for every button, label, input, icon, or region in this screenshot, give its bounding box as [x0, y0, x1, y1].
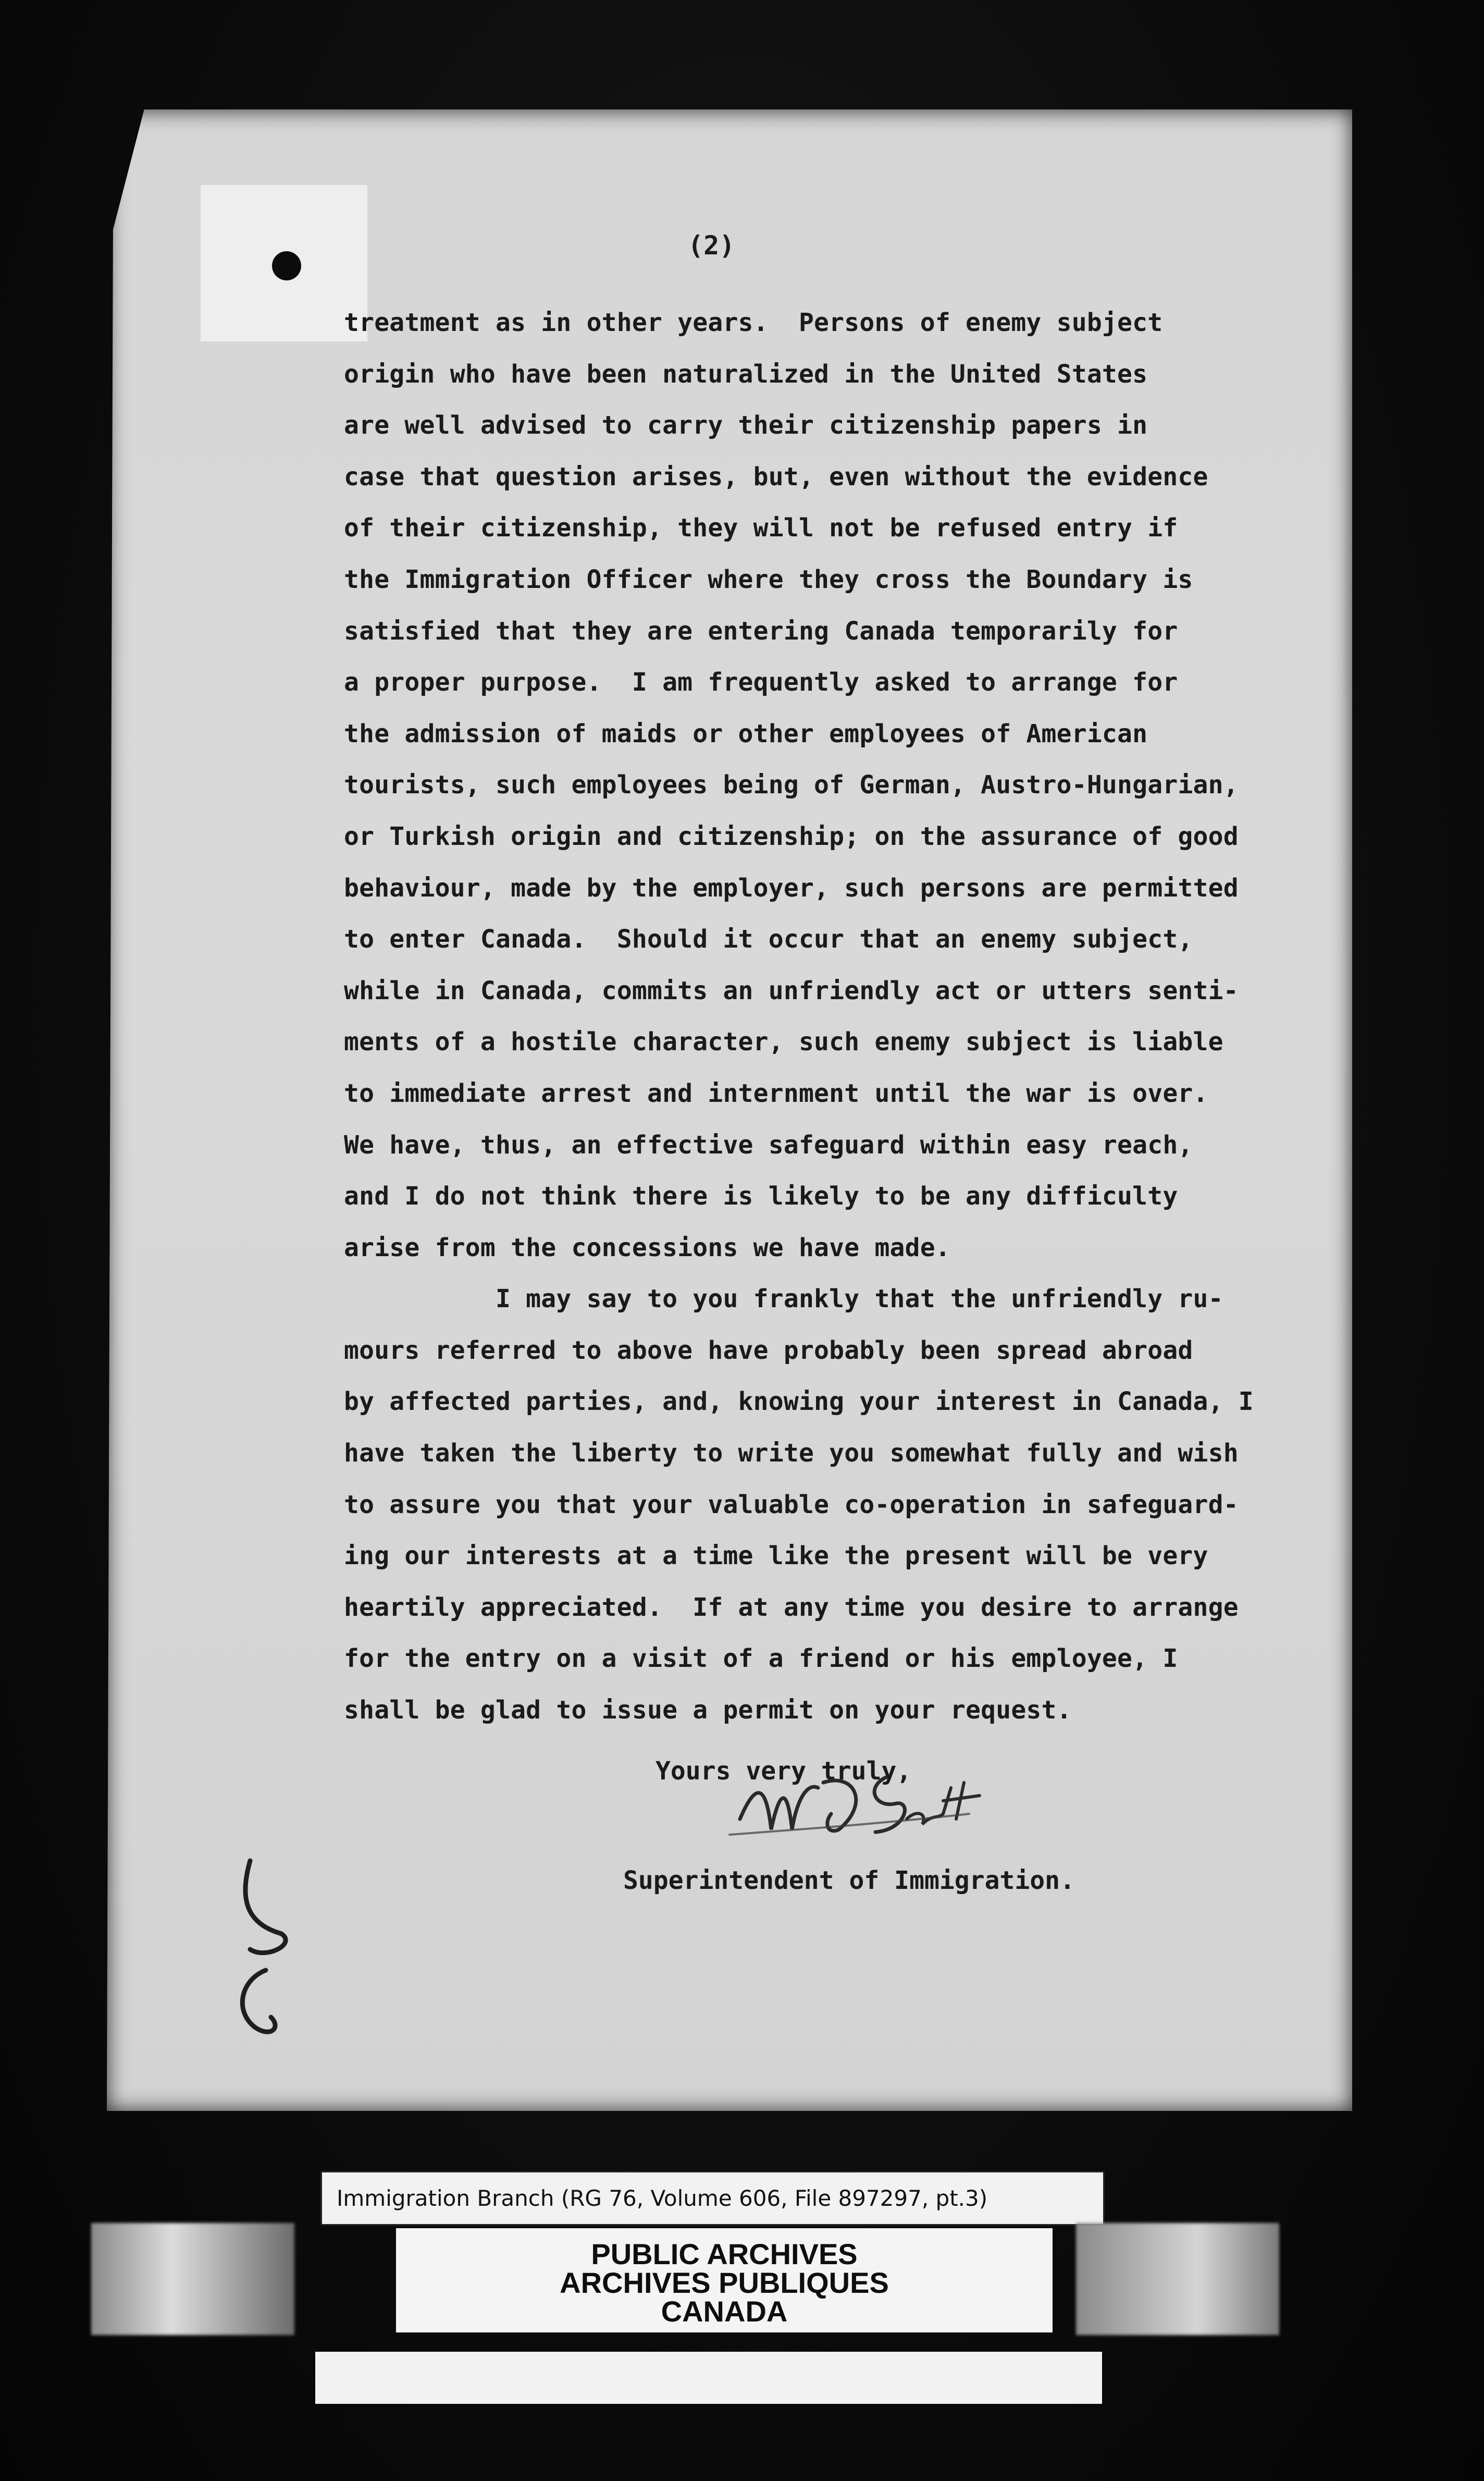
- film-edge-right: [1076, 2223, 1279, 2335]
- body-line: of their citizenship, they will not be refused entry if: [344, 513, 1178, 543]
- body-line: heartily appreciated. If at any time you desire to arrange: [344, 1592, 1239, 1622]
- stamp-line: CANADA: [661, 2295, 788, 2328]
- body-line: a proper purpose. I am frequently asked to arrange for: [344, 668, 1178, 697]
- body-line: by affected parties, and, knowing your interest in Canada, I: [344, 1387, 1254, 1417]
- letter-body: [344, 297, 1313, 1736]
- body-line: satisfied that they are entering Canada temporarily for: [344, 616, 1178, 646]
- body-line: treatment as in other years. Persons of enemy subject: [344, 308, 1163, 337]
- public-archives-stamp: [396, 2228, 1053, 2332]
- body-line: the admission of maids or other employees of American: [344, 719, 1148, 748]
- body-line: while in Canada, commits an unfriendly act or utters senti-: [344, 976, 1239, 1005]
- body-line: origin who have been naturalized in the United States: [344, 359, 1148, 389]
- body-line: I may say to you frankly that the unfriendly ru-: [344, 1284, 1223, 1314]
- body-line: ments of a hostile character, such enemy subject is liable: [344, 1027, 1223, 1057]
- body-line: or Turkish origin and citizenship; on the assurance of good: [344, 821, 1239, 851]
- body-line: case that question arises, but, even without the evidence: [344, 462, 1208, 492]
- page-number: (2): [688, 230, 735, 261]
- body-line: We have, thus, an effective safeguard within easy reach,: [344, 1130, 1193, 1160]
- body-line: behaviour, made by the employer, such persons are permitted: [344, 873, 1239, 903]
- body-line: to enter Canada. Should it occur that an enemy subject,: [344, 925, 1193, 954]
- handwritten-signature: [719, 1751, 990, 1861]
- body-line: for the entry on a visit of a friend or his employee, I: [344, 1644, 1178, 1674]
- body-line: ing our interests at a time like the present will be very: [344, 1541, 1208, 1571]
- stamp-line: PUBLIC ARCHIVES: [591, 2238, 858, 2270]
- body-line: and I do not think there is likely to be any difficulty: [344, 1182, 1178, 1211]
- body-line: to assure you that your valuable co-operation in safeguard-: [344, 1490, 1239, 1519]
- stamp-line: ARCHIVES PUBLIQUES: [560, 2266, 889, 2299]
- blank-label-strip: [315, 2352, 1102, 2404]
- body-line: to immediate arrest and internment until the war is over.: [344, 1078, 1208, 1108]
- body-line: have taken the liberty to write you somewhat fully and wish: [344, 1439, 1239, 1468]
- body-line: shall be glad to issue a permit on your request.: [344, 1696, 1072, 1725]
- body-line: are well advised to carry their citizenship papers in: [344, 411, 1148, 440]
- body-line: the Immigration Officer where they cross the Boundary is: [344, 564, 1193, 594]
- body-line: mours referred to above have probably been spread abroad: [344, 1335, 1193, 1365]
- film-edge-left: [91, 2223, 294, 2335]
- punch-hole: [272, 251, 301, 280]
- body-line: arise from the concessions we have made.: [344, 1233, 950, 1262]
- signatory-title: Superintendent of Immigration.: [623, 1866, 1075, 1895]
- letter-closing: Yours very truly,: [656, 1757, 912, 1786]
- archive-file-reference: Immigration Branch (RG 76, Volume 606, File 897297, pt.3): [320, 2171, 1105, 2226]
- body-line: tourists, such employees being of German, Austro-Hungarian,: [344, 770, 1239, 800]
- margin-pencil-mark: [219, 1856, 307, 2043]
